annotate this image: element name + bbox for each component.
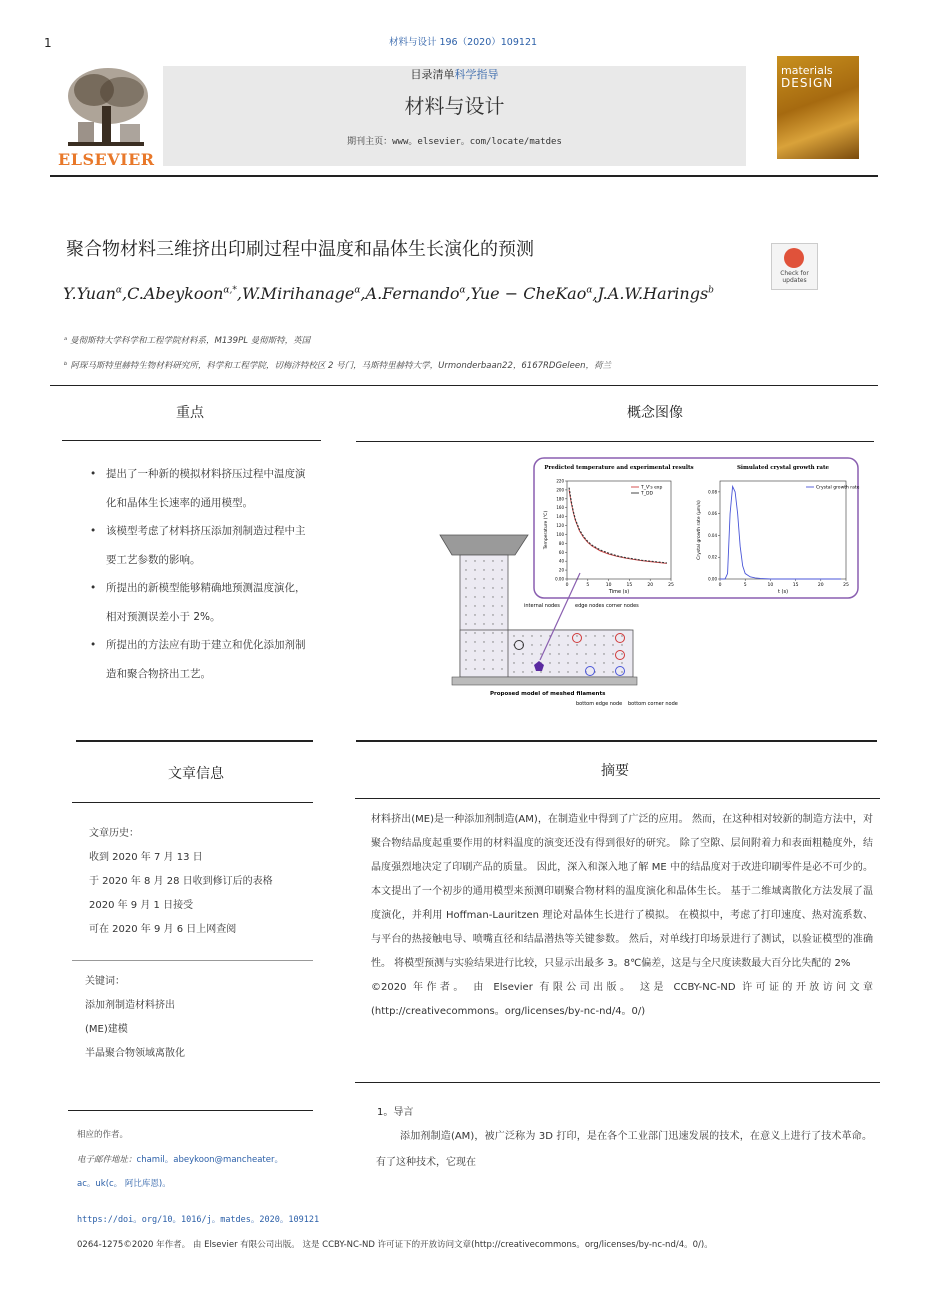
corner-nodes-label: corner nodes — [606, 603, 639, 609]
mesh-node — [621, 671, 622, 672]
mesh-node — [549, 662, 550, 663]
mesh-node — [501, 650, 502, 651]
mesh-node — [474, 560, 475, 561]
mesh-node — [474, 578, 475, 579]
author-sup: α — [115, 285, 122, 296]
mesh-node — [531, 653, 532, 654]
mesh-node — [585, 635, 586, 636]
mesh-node — [540, 653, 541, 654]
mesh-node — [522, 653, 523, 654]
legend-label: T_V's exp — [641, 485, 663, 491]
mesh-node — [483, 569, 484, 570]
x-tick-label: 10 — [605, 583, 612, 588]
mesh-node — [492, 560, 493, 561]
mesh-node — [492, 578, 493, 579]
mesh-node — [465, 569, 466, 570]
mesh-node — [558, 644, 559, 645]
y-tick-label: 220 — [556, 478, 564, 484]
mesh-node — [612, 671, 613, 672]
history-line: 可在 2020 年 9 月 6 日上网查阅 — [89, 924, 237, 935]
chart-title: Simulated crystal growth rate — [736, 465, 830, 471]
mesh-node — [522, 671, 523, 672]
mesh-node — [492, 641, 493, 642]
contents-line — [163, 66, 746, 82]
legend-label: T_DD — [641, 491, 653, 497]
bottom-edge-label: bottom edge node — [576, 701, 623, 707]
mesh-node — [501, 614, 502, 615]
mesh-node — [621, 635, 622, 636]
email-link-continued[interactable]: ac。uk(c。 阿比库恩)。 — [77, 1179, 171, 1189]
journal-title: 材料与设计 — [404, 94, 505, 118]
mesh-node — [576, 653, 577, 654]
journal-homepage[interactable]: 期刊主页：www。elsevier。com/locate/matdes — [347, 137, 562, 147]
mesh-node — [603, 635, 604, 636]
mesh-node — [576, 635, 577, 636]
mesh-node — [621, 653, 622, 654]
page-number: 1 — [44, 36, 52, 50]
x-axis-label: Time (s) — [608, 589, 630, 595]
mesh-node — [594, 644, 595, 645]
mesh-node — [576, 644, 577, 645]
mesh-node — [513, 653, 514, 654]
author-name[interactable]: ,A.Fernando — [360, 284, 460, 303]
mesh-node — [483, 632, 484, 633]
abstract-text: 材料挤出(ME)是一种添加剂制造(AM)，在制造业中得到了广泛的应用。 然而，在这种相对较新的制造方法中，对聚合物结晶度起重要作用的材料温度的演变还没有得到很好的研究。 除了空隙、层间附着力和表面粗糙度外，结晶度强烈地决定了印刷产品的质量。 因此，深入和深入地了解 ME 中的结晶度对于改进印刷零件是必不可少的。 本文提出了一个初步的通用模型来预测印刷聚合物材料的温度演化和晶体生长。 基于二维域离散化方法发展了温度演化，并利用 Hoffman-Lauritzen 理论对晶体生长进行了模拟。 在模拟中，考虑了打印速度、热对流系数、与平台的热接触电导、喷嘴直径和结晶潜热等关键参数。 然后，对单线打印场景进行了测试，以验证模型的准确性。 将模型预测与实验结果进行比较，只显示出最多 3。8℃偏差，这是与全尺度读数最大百分比失配的 2% — [371, 814, 873, 969]
mesh-node — [474, 587, 475, 588]
elsevier-tree-icon — [58, 62, 154, 154]
x-tick-label: 15 — [792, 583, 799, 588]
mesh-node — [594, 635, 595, 636]
mesh-node — [603, 644, 604, 645]
mesh-node — [522, 635, 523, 636]
elsevier-wordmark: ELSEVIER — [58, 150, 155, 169]
mesh-node — [474, 605, 475, 606]
mesh-node — [474, 596, 475, 597]
mesh-node — [540, 635, 541, 636]
highlights-list — [90, 460, 310, 688]
doi-link[interactable]: https://doi。org/10。1016/j。matdes。2020。109121 — [77, 1215, 320, 1225]
mesh-node — [474, 659, 475, 660]
x-axis-label: t (s) — [777, 589, 789, 595]
mesh-node — [585, 644, 586, 645]
contents-prefix: 目录清单 — [410, 68, 455, 81]
y-tick-label: 0.08 — [708, 489, 717, 495]
mesh-node — [474, 614, 475, 615]
bookmark-icon — [784, 248, 804, 268]
elsevier-logo — [58, 62, 154, 170]
mesh-node — [513, 635, 514, 636]
mesh-node — [474, 668, 475, 669]
mesh-node — [612, 635, 613, 636]
y-tick-label: 0.00 — [708, 576, 717, 582]
chart-title: Predicted temperature and experimental results — [544, 465, 694, 471]
mesh-node — [621, 644, 622, 645]
mesh-node — [567, 662, 568, 663]
model-caption: Proposed model of meshed filaments — [490, 691, 606, 697]
email-note — [77, 1153, 283, 1165]
mesh-node — [492, 659, 493, 660]
y-tick-label: 140 — [556, 514, 564, 520]
mesh-node — [594, 653, 595, 654]
mesh-node — [558, 653, 559, 654]
article-history — [89, 822, 314, 942]
y-tick-label: 180 — [556, 496, 564, 502]
mesh-node — [492, 596, 493, 597]
mesh-node — [465, 659, 466, 660]
mesh-node — [483, 596, 484, 597]
mesh-node — [474, 641, 475, 642]
graphical-abstract-heading: 概念图像 — [627, 405, 683, 421]
mesh-node — [612, 653, 613, 654]
mesh-node — [474, 650, 475, 651]
mesh-node — [513, 662, 514, 663]
x-tick-label: 25 — [843, 583, 849, 588]
introduction-heading: 1。导言 — [377, 1107, 414, 1118]
history-line: 2020 年 9 月 1 日接受 — [89, 900, 194, 911]
x-tick-label: 5 — [586, 583, 590, 588]
mesh-node — [501, 641, 502, 642]
mesh-node — [531, 662, 532, 663]
mesh-node — [558, 671, 559, 672]
author-list — [63, 284, 714, 303]
keywords — [85, 970, 310, 1066]
author-sup: α — [354, 285, 361, 296]
mesh-node — [483, 578, 484, 579]
legend-label: Crystal growth rate — [816, 485, 860, 491]
mesh-node — [549, 671, 550, 672]
mesh-node — [558, 662, 559, 663]
author-sup: α — [459, 285, 466, 296]
mesh-node — [465, 641, 466, 642]
author-name[interactable]: ,Yue − CheKao — [465, 284, 587, 303]
bottom-corner-label: bottom corner node — [628, 701, 678, 707]
list-item: • 该模型考虑了材料挤压添加剂制造过程中主要工艺参数的影响。 — [90, 517, 310, 574]
mesh-node — [585, 662, 586, 663]
y-tick-label: 0.02 — [708, 554, 717, 560]
mesh-node — [540, 644, 541, 645]
mesh-node — [465, 668, 466, 669]
mesh-node — [465, 650, 466, 651]
mesh-node — [567, 671, 568, 672]
y-axis-label: Crystal growth rate (μm/s) — [697, 500, 702, 560]
author-name[interactable]: ,W.Mirihanage — [236, 284, 355, 303]
mesh-node — [465, 632, 466, 633]
mesh-node — [492, 569, 493, 570]
keyword-line: 添加剂制造材料挤出 — [85, 1000, 175, 1011]
mesh-node — [531, 635, 532, 636]
mesh-node — [483, 614, 484, 615]
mesh-node — [567, 653, 568, 654]
x-tick-label: 5 — [743, 583, 747, 588]
mesh-node — [465, 605, 466, 606]
mesh-node — [549, 653, 550, 654]
journal-reference: 材料与设计 196（2020）109121 — [388, 37, 538, 48]
list-item: • 所提出的新模型能够精确地预测温度演化，相对预测误差小于 2%。 — [90, 574, 310, 631]
edge-nodes-label: edge nodes — [575, 603, 605, 609]
author-name[interactable]: ,C.Abeykoon — [121, 284, 224, 303]
copyright-note: 0264-1275©2020 年作者。 由 Elsevier 有限公司出版。 这是 CCBY-NC-ND 许可证下的开放访问文章(http://creativecommons。org/licenses/by-nc-nd/4。0/)。 — [77, 1240, 713, 1250]
x-tick-label: 25 — [668, 583, 674, 588]
mesh-node — [513, 671, 514, 672]
mesh-node — [483, 623, 484, 624]
mesh-node — [576, 671, 577, 672]
mesh-node — [465, 614, 466, 615]
mesh-node — [585, 653, 586, 654]
introduction-text: 添加剂制造(AM)，被广泛称为 3D 打印，是在各个工业部门迅速发展的技术，在意义上进行了技术革命。 有了这种技术，它现在 — [376, 1131, 872, 1168]
y-tick-label: 0.04 — [708, 532, 717, 538]
y-tick-label: 160 — [556, 505, 564, 511]
author-name[interactable]: Y.Yuan — [63, 284, 116, 303]
list-item: • 提出了一种新的模拟材料挤压过程中温度演化和晶体生长速率的通用模型。 — [90, 460, 310, 517]
mesh-node — [474, 623, 475, 624]
cover-title-2: DESIGN — [781, 76, 834, 90]
author-name[interactable]: ,J.A.W.Harings — [592, 284, 709, 303]
y-tick-label: 200 — [556, 487, 564, 493]
mesh-node — [501, 632, 502, 633]
mesh-node — [474, 569, 475, 570]
x-tick-label: 0 — [565, 583, 569, 588]
y-tick-label: 80 — [558, 540, 564, 546]
mesh-node — [501, 605, 502, 606]
mesh-node — [483, 587, 484, 588]
mesh-node — [603, 653, 604, 654]
mesh-node — [483, 605, 484, 606]
x-tick-label: 0 — [718, 583, 722, 588]
graphical-abstract-figure — [430, 455, 860, 715]
mesh-node — [492, 587, 493, 588]
mesh-node — [483, 650, 484, 651]
mesh-node — [576, 662, 577, 663]
corresponding-author-note: 相应的作者。 — [77, 1130, 129, 1140]
mesh-node — [567, 635, 568, 636]
mesh-node — [567, 644, 568, 645]
mesh-node — [492, 668, 493, 669]
article-title: 聚合物材料三维挤出印刷过程中温度和晶体生长演化的预测 — [66, 239, 534, 260]
history-line: 于 2020 年 8 月 28 日收到修订后的表格 — [89, 876, 273, 887]
y-tick-label: 60 — [558, 549, 564, 555]
mesh-node — [540, 671, 541, 672]
x-tick-label: 10 — [767, 583, 774, 588]
mesh-node — [531, 671, 532, 672]
article-info-heading: 文章信息 — [168, 766, 224, 782]
mesh-node — [465, 560, 466, 561]
keyword-line: 半晶聚合物领域离散化 — [85, 1048, 185, 1059]
mesh-node — [501, 578, 502, 579]
history-line: 收到 2020 年 7 月 13 日 — [89, 852, 203, 863]
affiliation-b: ᵇ 阿琛马斯特里赫特生物材料研究所，科学和工程学院，切梅济特校区 2 号门，马斯特里赫特大学，Urmonderbaan22，6167RDGeleen，荷兰 — [64, 361, 611, 371]
mesh-node — [492, 650, 493, 651]
y-tick-label: 0.06 — [708, 511, 717, 517]
y-tick-label: 40 — [558, 558, 564, 564]
x-tick-label: 15 — [626, 583, 633, 588]
mesh-node — [492, 605, 493, 606]
abstract-body — [371, 808, 873, 1024]
keyword-line: (ME)建模 — [85, 1024, 128, 1035]
mesh-node — [465, 587, 466, 588]
mesh-node — [465, 623, 466, 624]
mesh-node — [465, 596, 466, 597]
keyword-line: 关键词： — [85, 976, 125, 987]
mesh-node — [501, 560, 502, 561]
mesh-node — [621, 662, 622, 663]
mesh-node — [465, 578, 466, 579]
mesh-node — [558, 635, 559, 636]
mesh-node — [531, 644, 532, 645]
check-updates-badge[interactable] — [771, 243, 818, 290]
email-link[interactable]: chamil。abeykoon@mancheater。 — [136, 1155, 283, 1165]
journal-header-box — [163, 66, 746, 166]
internal-nodes-label: internal nodes — [524, 603, 560, 609]
x-tick-label: 20 — [647, 583, 654, 588]
author-sup: b — [708, 285, 714, 296]
mesh-node — [501, 587, 502, 588]
list-item: • 所提出的方法应有助于建立和优化添加剂制造和聚合物挤出工艺。 — [90, 631, 310, 688]
x-tick-label: 20 — [817, 583, 824, 588]
y-tick-label: 100 — [556, 531, 564, 537]
graphical-abstract-svg — [430, 455, 860, 715]
cover-title-1: materials — [781, 64, 833, 77]
science-direct-link[interactable]: 科学指导 — [454, 68, 499, 81]
mesh-node — [501, 596, 502, 597]
mesh-node — [501, 668, 502, 669]
y-axis-label: Temperature (℃) — [544, 510, 549, 550]
mesh-node — [492, 614, 493, 615]
mesh-node — [612, 644, 613, 645]
mesh-node — [594, 662, 595, 663]
mesh-node — [483, 668, 484, 669]
abstract-heading: 摘要 — [601, 763, 629, 779]
mesh-node — [603, 662, 604, 663]
mesh-node — [522, 662, 523, 663]
mesh-node — [483, 659, 484, 660]
mesh-node — [474, 632, 475, 633]
abstract-license[interactable]: ©2020 年作者。 由 Elsevier 有限公司出版。 这是 CCBY-NC-ND 许可证的开放访问文章(http://creativecommons。org/licenses/by-nc-nd/4。0/) — [371, 982, 873, 1017]
mesh-node — [501, 659, 502, 660]
author-sup: α,* — [223, 285, 237, 296]
mesh-node — [549, 644, 550, 645]
author-sup: α — [586, 285, 593, 296]
mesh-node — [603, 671, 604, 672]
mesh-node — [501, 569, 502, 570]
journal-cover — [777, 56, 859, 159]
mesh-node — [501, 623, 502, 624]
y-tick-label: 120 — [556, 523, 564, 529]
mesh-node — [483, 641, 484, 642]
mesh-node — [492, 632, 493, 633]
history-line: 文章历史： — [89, 828, 139, 839]
email-note-2 — [77, 1177, 171, 1189]
y-tick-label: 20 — [558, 567, 564, 573]
highlights-heading: 重点 — [176, 405, 204, 421]
check-updates-label: Check for updates — [780, 270, 809, 284]
email-label: 电子邮件地址： — [77, 1155, 137, 1165]
affiliation-a: ᵃ 曼彻斯特大学科学和工程学院材料系，M139PL 曼彻斯特，英国 — [64, 336, 311, 346]
mesh-node — [483, 560, 484, 561]
y-tick-label: 0.00 — [555, 576, 564, 582]
mesh-node — [492, 623, 493, 624]
mesh-node — [612, 662, 613, 663]
